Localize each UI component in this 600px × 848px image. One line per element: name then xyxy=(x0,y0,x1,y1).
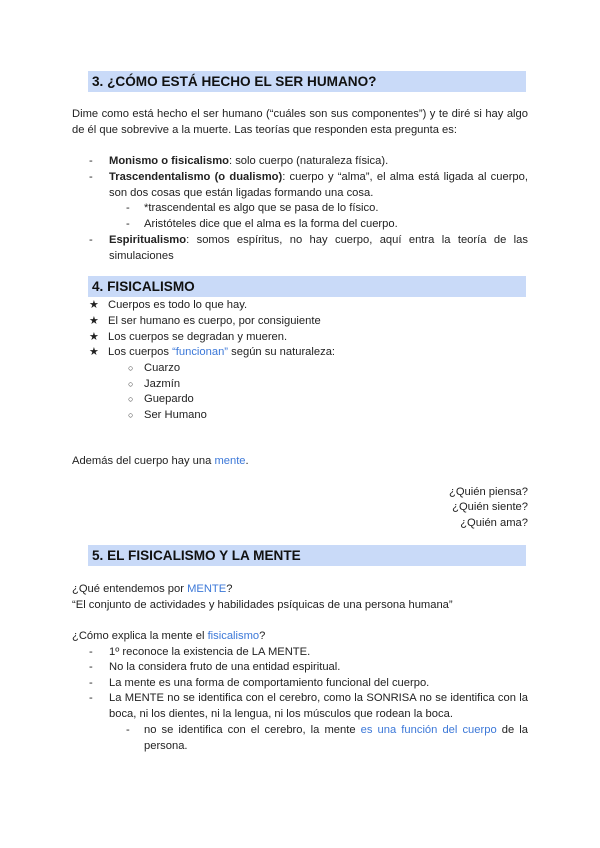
dash-bullet: - xyxy=(89,155,93,167)
funcion-cuerpo-link[interactable]: es una función del cuerpo xyxy=(360,724,497,736)
question-ama: ¿Quién ama? xyxy=(460,517,528,529)
text: Además del cuerpo hay una xyxy=(72,455,215,467)
circle-bullet-icon: ○ xyxy=(128,379,134,389)
section-5-heading: 5. EL FISICALISMO Y LA MENTE xyxy=(88,545,526,566)
subitem-funcion-cuerpo xyxy=(144,723,528,754)
mente-item-sonrisa: La MENTE no se identifica con el cerebro, como la SONRISA no se identifica con la boca, ni los dientes, ni la lengua, ni los músculos que rodean la boca. xyxy=(109,692,528,720)
item-text: : cuerpo y “alma”, el alma está ligada al cuerpo, son dos cosas que están ligadas formando una cosa. xyxy=(109,171,528,199)
text: de la persona. xyxy=(144,724,528,752)
section-3-heading: 3. ¿CÓMO ESTÁ HECHO EL SER HUMANO? xyxy=(88,71,526,92)
dash-bullet: - xyxy=(89,171,93,183)
question-fisicalismo xyxy=(72,629,265,645)
text: ¿Cómo explica la mente el xyxy=(72,630,208,642)
text: ? xyxy=(226,583,233,595)
item-term: Trascendentalismo (o dualismo) xyxy=(109,171,283,183)
text: según su naturaleza: xyxy=(228,346,336,358)
dash-bullet: - xyxy=(89,646,93,658)
text: ¿Qué entendemos por xyxy=(72,583,188,595)
item-term: Espiritualismo xyxy=(109,234,187,246)
item-text: : somos espíritus, no hay cuerpo, aquí entra la teoría de las simulaciones xyxy=(109,234,528,262)
text: ? xyxy=(259,630,266,642)
text: . xyxy=(245,455,249,467)
dash-bullet: - xyxy=(89,692,93,704)
mente-item: No la considera fruto de una entidad espiritual. xyxy=(109,661,341,673)
circle-item: Guepardo xyxy=(144,393,194,405)
text: Los cuerpos xyxy=(108,346,173,358)
subitem-trascendental: *trascendental es algo que se pasa de lo físico. xyxy=(144,202,379,214)
star-bullet-icon: ★ xyxy=(89,331,99,343)
circle-bullet-icon: ○ xyxy=(128,394,134,404)
dash-bullet: - xyxy=(126,202,130,214)
item-trascendentalismo xyxy=(109,170,528,201)
star-bullet-icon: ★ xyxy=(89,299,99,311)
circle-item: Jazmín xyxy=(144,378,181,390)
mente-link[interactable]: mente xyxy=(214,455,246,467)
star-item: Los cuerpos se degradan y mueren. xyxy=(108,331,288,343)
section-4-heading: 4. FISICALISMO xyxy=(88,276,526,297)
star-bullet-icon: ★ xyxy=(89,315,99,327)
question-siente: ¿Quién siente? xyxy=(452,501,528,513)
question-piensa: ¿Quién piensa? xyxy=(449,486,528,498)
star-item-funcionan xyxy=(108,345,335,361)
circle-bullet-icon: ○ xyxy=(128,363,134,373)
funcionan-link[interactable]: “funcionan” xyxy=(172,346,229,358)
text: no se identifica con el cerebro, la mente xyxy=(144,724,361,736)
mente-link[interactable]: MENTE xyxy=(187,583,227,595)
dash-bullet: - xyxy=(126,724,130,736)
mente-definition: “El conjunto de actividades y habilidades psíquicas de una persona humana” xyxy=(72,599,453,611)
circle-bullet-icon: ○ xyxy=(128,410,134,420)
item-monismo xyxy=(109,154,388,170)
dash-bullet: - xyxy=(89,234,93,246)
dash-bullet: - xyxy=(89,677,93,689)
dash-bullet: - xyxy=(89,661,93,673)
star-bullet-icon: ★ xyxy=(89,346,99,358)
subitem-aristoteles: Aristóteles dice que el alma es la forma del cuerpo. xyxy=(144,218,398,230)
item-text: : solo cuerpo (naturaleza física). xyxy=(228,155,389,167)
star-item: Cuerpos es todo lo que hay. xyxy=(108,299,248,311)
item-espiritualismo xyxy=(109,233,528,264)
dash-bullet: - xyxy=(126,218,130,230)
circle-item: Cuarzo xyxy=(144,362,181,374)
section-3-intro: Dime como está hecho el ser humano (“cuáles son sus componentes”) y te diré si hay algo de él que sobrevive a la muerte. Las teorías que responden esta pregunta es: xyxy=(72,108,528,136)
mente-item: La mente es una forma de comportamiento funcional del cuerpo. xyxy=(109,677,430,689)
question-mente xyxy=(72,582,232,598)
mente-item: 1º reconoce la existencia de LA MENTE. xyxy=(109,646,311,658)
fisicalismo-link[interactable]: fisicalismo xyxy=(207,630,260,642)
circle-item: Ser Humano xyxy=(144,409,207,421)
ademas-line xyxy=(72,454,249,470)
item-term: Monismo o fisicalismo xyxy=(109,155,229,167)
star-item: El ser humano es cuerpo, por consiguiente xyxy=(108,315,321,327)
